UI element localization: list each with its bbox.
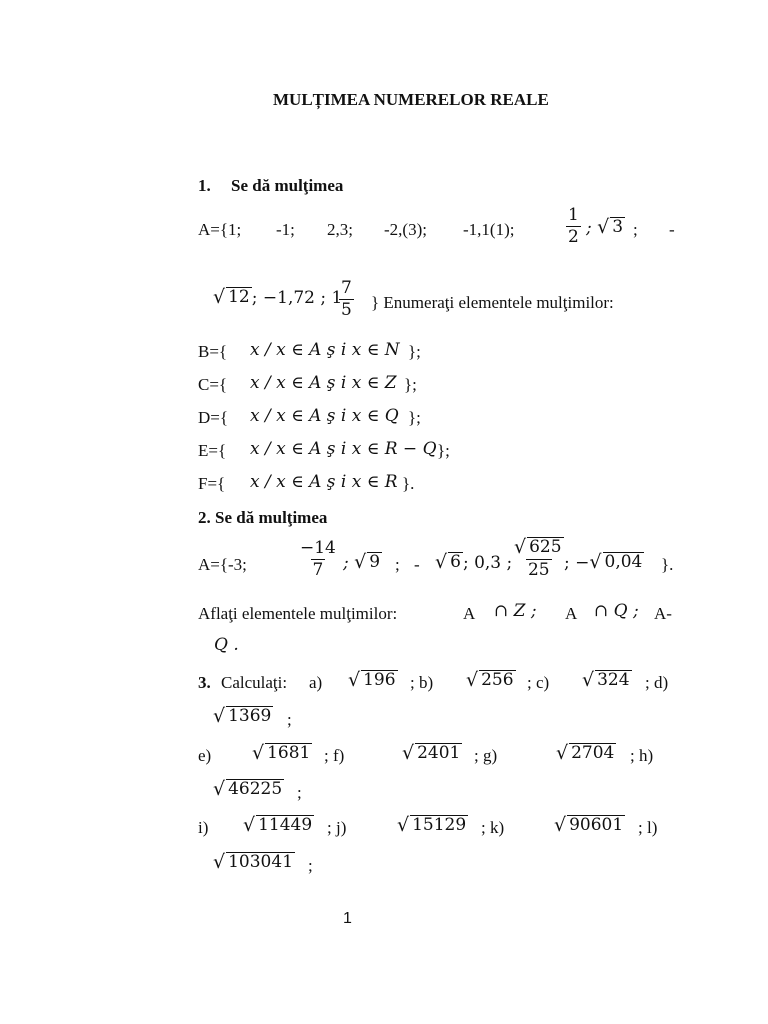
sqrt-item bbox=[213, 852, 295, 873]
radicand: 324 bbox=[597, 670, 630, 690]
item-letter: ; l) bbox=[638, 818, 658, 837]
set-e-label: E={ bbox=[198, 441, 227, 460]
set-a-item: -1; bbox=[276, 220, 295, 239]
problem-3-label: Calculaţi: bbox=[221, 673, 288, 692]
page-title: MULȚIMEA NUMERELOR REALE bbox=[273, 90, 549, 109]
set-a-item: -1,1(1); bbox=[463, 220, 515, 239]
operation-a: A bbox=[565, 604, 578, 623]
sqrt-item bbox=[402, 743, 462, 764]
sqrt-item bbox=[348, 670, 398, 691]
item-letter: ; h) bbox=[630, 746, 654, 765]
set-b-label: B={ bbox=[198, 342, 228, 361]
enumerate-instruction: } Enumeraţi elementele mulţimilor: bbox=[371, 293, 614, 312]
sqrt-sign: √ 6 bbox=[435, 550, 461, 573]
value-0-3: ; 0,3 ; bbox=[462, 552, 513, 573]
separator: ; bbox=[287, 710, 292, 729]
set-e-condition: x / x ∈ A ş i x ∈ R − Q bbox=[250, 439, 437, 459]
intersection-q: ∩ Q ; bbox=[594, 601, 639, 621]
set-c-label: C={ bbox=[198, 375, 228, 394]
fraction-numerator: 7 bbox=[341, 278, 352, 298]
set-b-condition: x / x ∈ A ş i x ∈ N bbox=[250, 340, 400, 360]
operation-a: A bbox=[463, 604, 476, 623]
item-letter: ; f) bbox=[324, 746, 345, 765]
separator: ; bbox=[308, 856, 313, 875]
sqrt9-expression bbox=[343, 552, 382, 573]
sqrt3-expression bbox=[586, 217, 625, 238]
fraction-denominator: 25 bbox=[527, 559, 550, 580]
item-letter: ; b) bbox=[410, 673, 434, 692]
sqrt-item bbox=[213, 779, 284, 800]
set-f-end: }. bbox=[402, 474, 415, 493]
sqrt-sign: √ 2401 bbox=[402, 741, 461, 764]
set-a2-end: }. bbox=[661, 555, 674, 574]
fraction-denominator: 2 bbox=[568, 226, 579, 247]
radicand: 12 bbox=[228, 287, 250, 307]
sqrt625-over-25 bbox=[512, 537, 566, 579]
sqrt-sign: √ 324 bbox=[582, 668, 630, 691]
mixed-fraction bbox=[339, 279, 354, 319]
set-a-item: -2,(3); bbox=[384, 220, 427, 239]
set-d-label: D={ bbox=[198, 408, 229, 427]
sqrt-sign: √ 12 bbox=[213, 285, 250, 308]
set-a-label: A={1; bbox=[198, 220, 242, 239]
set-e-end: }; bbox=[437, 441, 450, 460]
set-a-values: ; −1,72 ; 1 bbox=[251, 287, 343, 308]
problem-3-number: 3. bbox=[198, 673, 211, 692]
separator: ; bbox=[633, 220, 638, 239]
sqrt-item bbox=[213, 706, 273, 727]
difference-q: Q . bbox=[214, 635, 239, 655]
sqrt-sign: √ 1369 bbox=[213, 704, 272, 727]
sqrt-sign: √ 103041 bbox=[213, 850, 294, 873]
sqrt-item bbox=[243, 815, 314, 836]
fraction-denominator: 5 bbox=[341, 299, 352, 320]
sqrt-sign: √ 15129 bbox=[397, 813, 467, 836]
sqrt-sign: √ 625 bbox=[514, 535, 562, 558]
item-letter: a) bbox=[309, 673, 323, 692]
radicand: 2704 bbox=[571, 743, 615, 763]
item-letter: i) bbox=[198, 818, 209, 837]
set-d-condition: x / x ∈ A ş i x ∈ Q bbox=[250, 406, 399, 426]
set-f-label: F={ bbox=[198, 474, 226, 493]
sqrt-sign: √ 11449 bbox=[243, 813, 313, 836]
sqrt-sign: √ 0,04 bbox=[589, 550, 643, 573]
item-letter: ; c) bbox=[527, 673, 550, 692]
set-b-end: }; bbox=[408, 342, 421, 361]
radicand: 9 bbox=[369, 552, 381, 572]
radicand: 11449 bbox=[258, 815, 313, 835]
set-d-end: }; bbox=[408, 408, 421, 427]
intersection-z: ∩ Z ; bbox=[494, 601, 537, 621]
item-letter: e) bbox=[198, 746, 212, 765]
item-letter: ; k) bbox=[481, 818, 505, 837]
separator: ; bbox=[586, 217, 592, 238]
radicand: 2401 bbox=[417, 743, 461, 763]
half-fraction bbox=[566, 206, 581, 246]
sqrt-sign: √ 1681 bbox=[252, 741, 311, 764]
separator: ; bbox=[395, 555, 400, 574]
radicand: 625 bbox=[529, 537, 562, 557]
minus-sign: ; − bbox=[564, 552, 590, 573]
sqrt-sign: √ 9 bbox=[354, 550, 381, 573]
sqrt-item bbox=[466, 670, 516, 691]
sqrt-item bbox=[554, 815, 625, 836]
sqrt-sign: √ 256 bbox=[466, 668, 514, 691]
dash: - bbox=[669, 220, 675, 239]
set-c-condition: x / x ∈ A ş i x ∈ Z bbox=[250, 373, 397, 393]
sqrt-sign: √ 90601 bbox=[554, 813, 624, 836]
radicand: 6 bbox=[450, 552, 461, 572]
sqrt12-expression bbox=[213, 287, 342, 308]
problem-2-heading: 2. Se dă mulţimea bbox=[198, 508, 328, 527]
radicand: 46225 bbox=[228, 779, 283, 799]
sqrt-item bbox=[252, 743, 312, 764]
page-number: 1 bbox=[343, 910, 352, 927]
fraction-numerator: −14 bbox=[300, 538, 336, 558]
radicand: 3 bbox=[612, 217, 624, 237]
radicand: 1681 bbox=[267, 743, 311, 763]
operation-difference: A- bbox=[654, 604, 672, 623]
sqrt-item bbox=[556, 743, 616, 764]
separator: ; bbox=[297, 783, 302, 802]
problem-1-heading: Se dă mulţimea bbox=[231, 176, 344, 195]
sqrt-sign: √ 2704 bbox=[556, 741, 615, 764]
set-a2-label: A={-3; bbox=[198, 555, 247, 574]
radicand: 1369 bbox=[228, 706, 272, 726]
sqrt6-expression bbox=[435, 552, 512, 573]
problem-1-number: 1. bbox=[198, 176, 211, 195]
radicand: 90601 bbox=[569, 815, 624, 835]
set-f-condition: x / x ∈ A ş i x ∈ R bbox=[250, 472, 398, 492]
sqrt-sign: √ 3 bbox=[597, 215, 624, 238]
radicand: 0,04 bbox=[604, 552, 643, 572]
radicand: 103041 bbox=[228, 852, 294, 872]
radicand: 15129 bbox=[412, 815, 467, 835]
separator: ; bbox=[343, 552, 349, 573]
dash: - bbox=[414, 555, 420, 574]
sqrt-sign: √ 196 bbox=[348, 668, 396, 691]
item-letter: ; d) bbox=[645, 673, 669, 692]
radicand: 196 bbox=[363, 670, 396, 690]
sqrt004-expression bbox=[564, 552, 644, 573]
fraction-numerator: 1 bbox=[568, 205, 579, 225]
fraction-minus-14-over-7 bbox=[298, 539, 338, 579]
item-letter: ; g) bbox=[474, 746, 498, 765]
find-instruction: Aflaţi elementele mulţimilor: bbox=[198, 604, 398, 623]
fraction-denominator: 7 bbox=[312, 559, 324, 580]
sqrt-sign: √ 46225 bbox=[213, 777, 283, 800]
sqrt-item bbox=[582, 670, 632, 691]
set-c-end: }; bbox=[404, 375, 417, 394]
item-letter: ; j) bbox=[327, 818, 347, 837]
sqrt-item bbox=[397, 815, 468, 836]
set-a-item: 2,3; bbox=[327, 220, 353, 239]
radicand: 256 bbox=[481, 670, 514, 690]
